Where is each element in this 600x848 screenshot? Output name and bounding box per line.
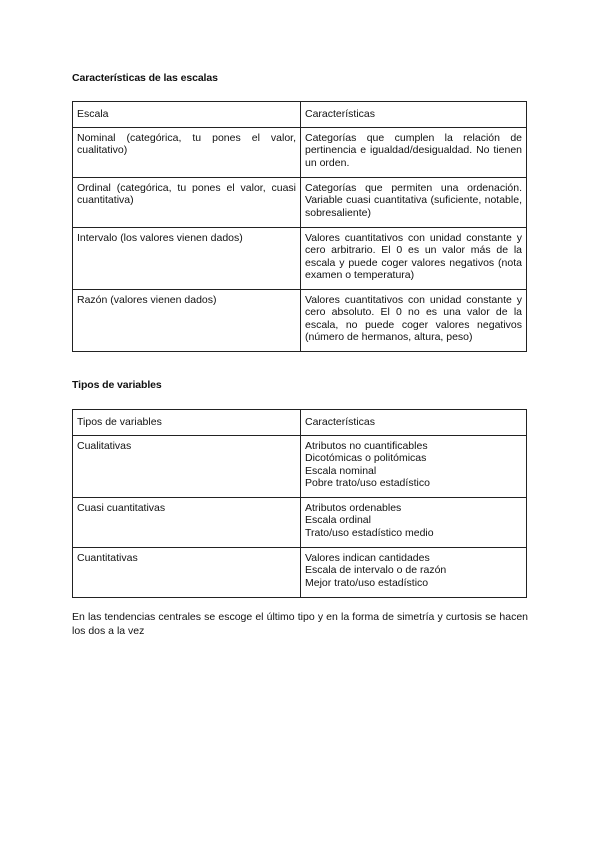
variable-features-cell: [301, 435, 527, 497]
variable-type-cell: Cuasi cuantitativas: [73, 497, 301, 547]
scale-features-cell: Categorías que cumplen la relación de pertinencia e igualdad/desigualdad. No tienen un orden.: [301, 127, 527, 177]
feature-line: Escala nominal: [305, 464, 377, 477]
scales-table: [72, 101, 527, 352]
scale-name-cell: Razón (valores vienen dados): [73, 289, 301, 351]
feature-line: Valores indican cantidades: [305, 551, 430, 564]
feature-line: Dicotómicas o politómicas: [305, 452, 427, 464]
scale-features-cell: Valores cuantitativos con unidad constante y cero arbitrario. El 0 es un valor más de la escala y puede coger valores negativos (nota examen o temperatura): [301, 227, 527, 289]
scale-name-cell: Ordinal (categórica, tu pones el valor, cuasi cuantitativa): [73, 177, 301, 227]
feature-line: Escala de intervalo o de razón: [305, 564, 447, 576]
header-cell: Tipos de variables: [73, 410, 301, 436]
variable-type-cell: Cualitativas: [73, 435, 301, 497]
feature-line: Atributos ordenables: [305, 501, 402, 514]
table-row: [73, 289, 527, 351]
table-row: [73, 127, 527, 177]
table-row: [73, 435, 527, 497]
table-row: [73, 227, 527, 289]
variables-table: [72, 409, 527, 598]
feature-line: Atributos no cuantificables: [305, 439, 428, 452]
variables-heading: Tipos de variables: [72, 379, 162, 391]
table-row: [73, 177, 527, 227]
table-row: [73, 547, 527, 597]
table-header-row: [73, 102, 527, 128]
table-header-row: [73, 410, 527, 436]
feature-line: Trato/uso estadístico medio: [305, 526, 434, 539]
scale-name-cell: Nominal (categórica, tu pones el valor, cualitativo): [73, 127, 301, 177]
header-cell: Características: [301, 102, 527, 128]
feature-line: Mejor trato/uso estadístico: [305, 576, 429, 589]
header-cell: Escala: [73, 102, 301, 128]
variable-type-cell: Cuantitativas: [73, 547, 301, 597]
table-row: [73, 497, 527, 547]
scales-heading: Características de las escalas: [72, 72, 218, 84]
scale-features-cell: Categorías que permiten una ordenación. Variable cuasi cuantitativa (suficiente, notable, sobresaliente): [301, 177, 527, 227]
scale-name-cell: Intervalo (los valores vienen dados): [73, 227, 301, 289]
variable-features-cell: [301, 497, 527, 547]
feature-line: Escala ordinal: [305, 514, 371, 526]
feature-line: Pobre trato/uso estadístico: [305, 477, 430, 489]
variable-features-cell: [301, 547, 527, 597]
header-cell: Características: [301, 410, 527, 436]
scale-features-cell: Valores cuantitativos con unidad constante y cero absoluto. El 0 no es una valor de la escala, no puede coger valores negativos (número de hermanos, altura, peso): [301, 289, 527, 351]
closing-note: En las tendencias centrales se escoge el último tipo y en la forma de simetría y curtosis se hacen los dos a la vez: [72, 611, 528, 637]
